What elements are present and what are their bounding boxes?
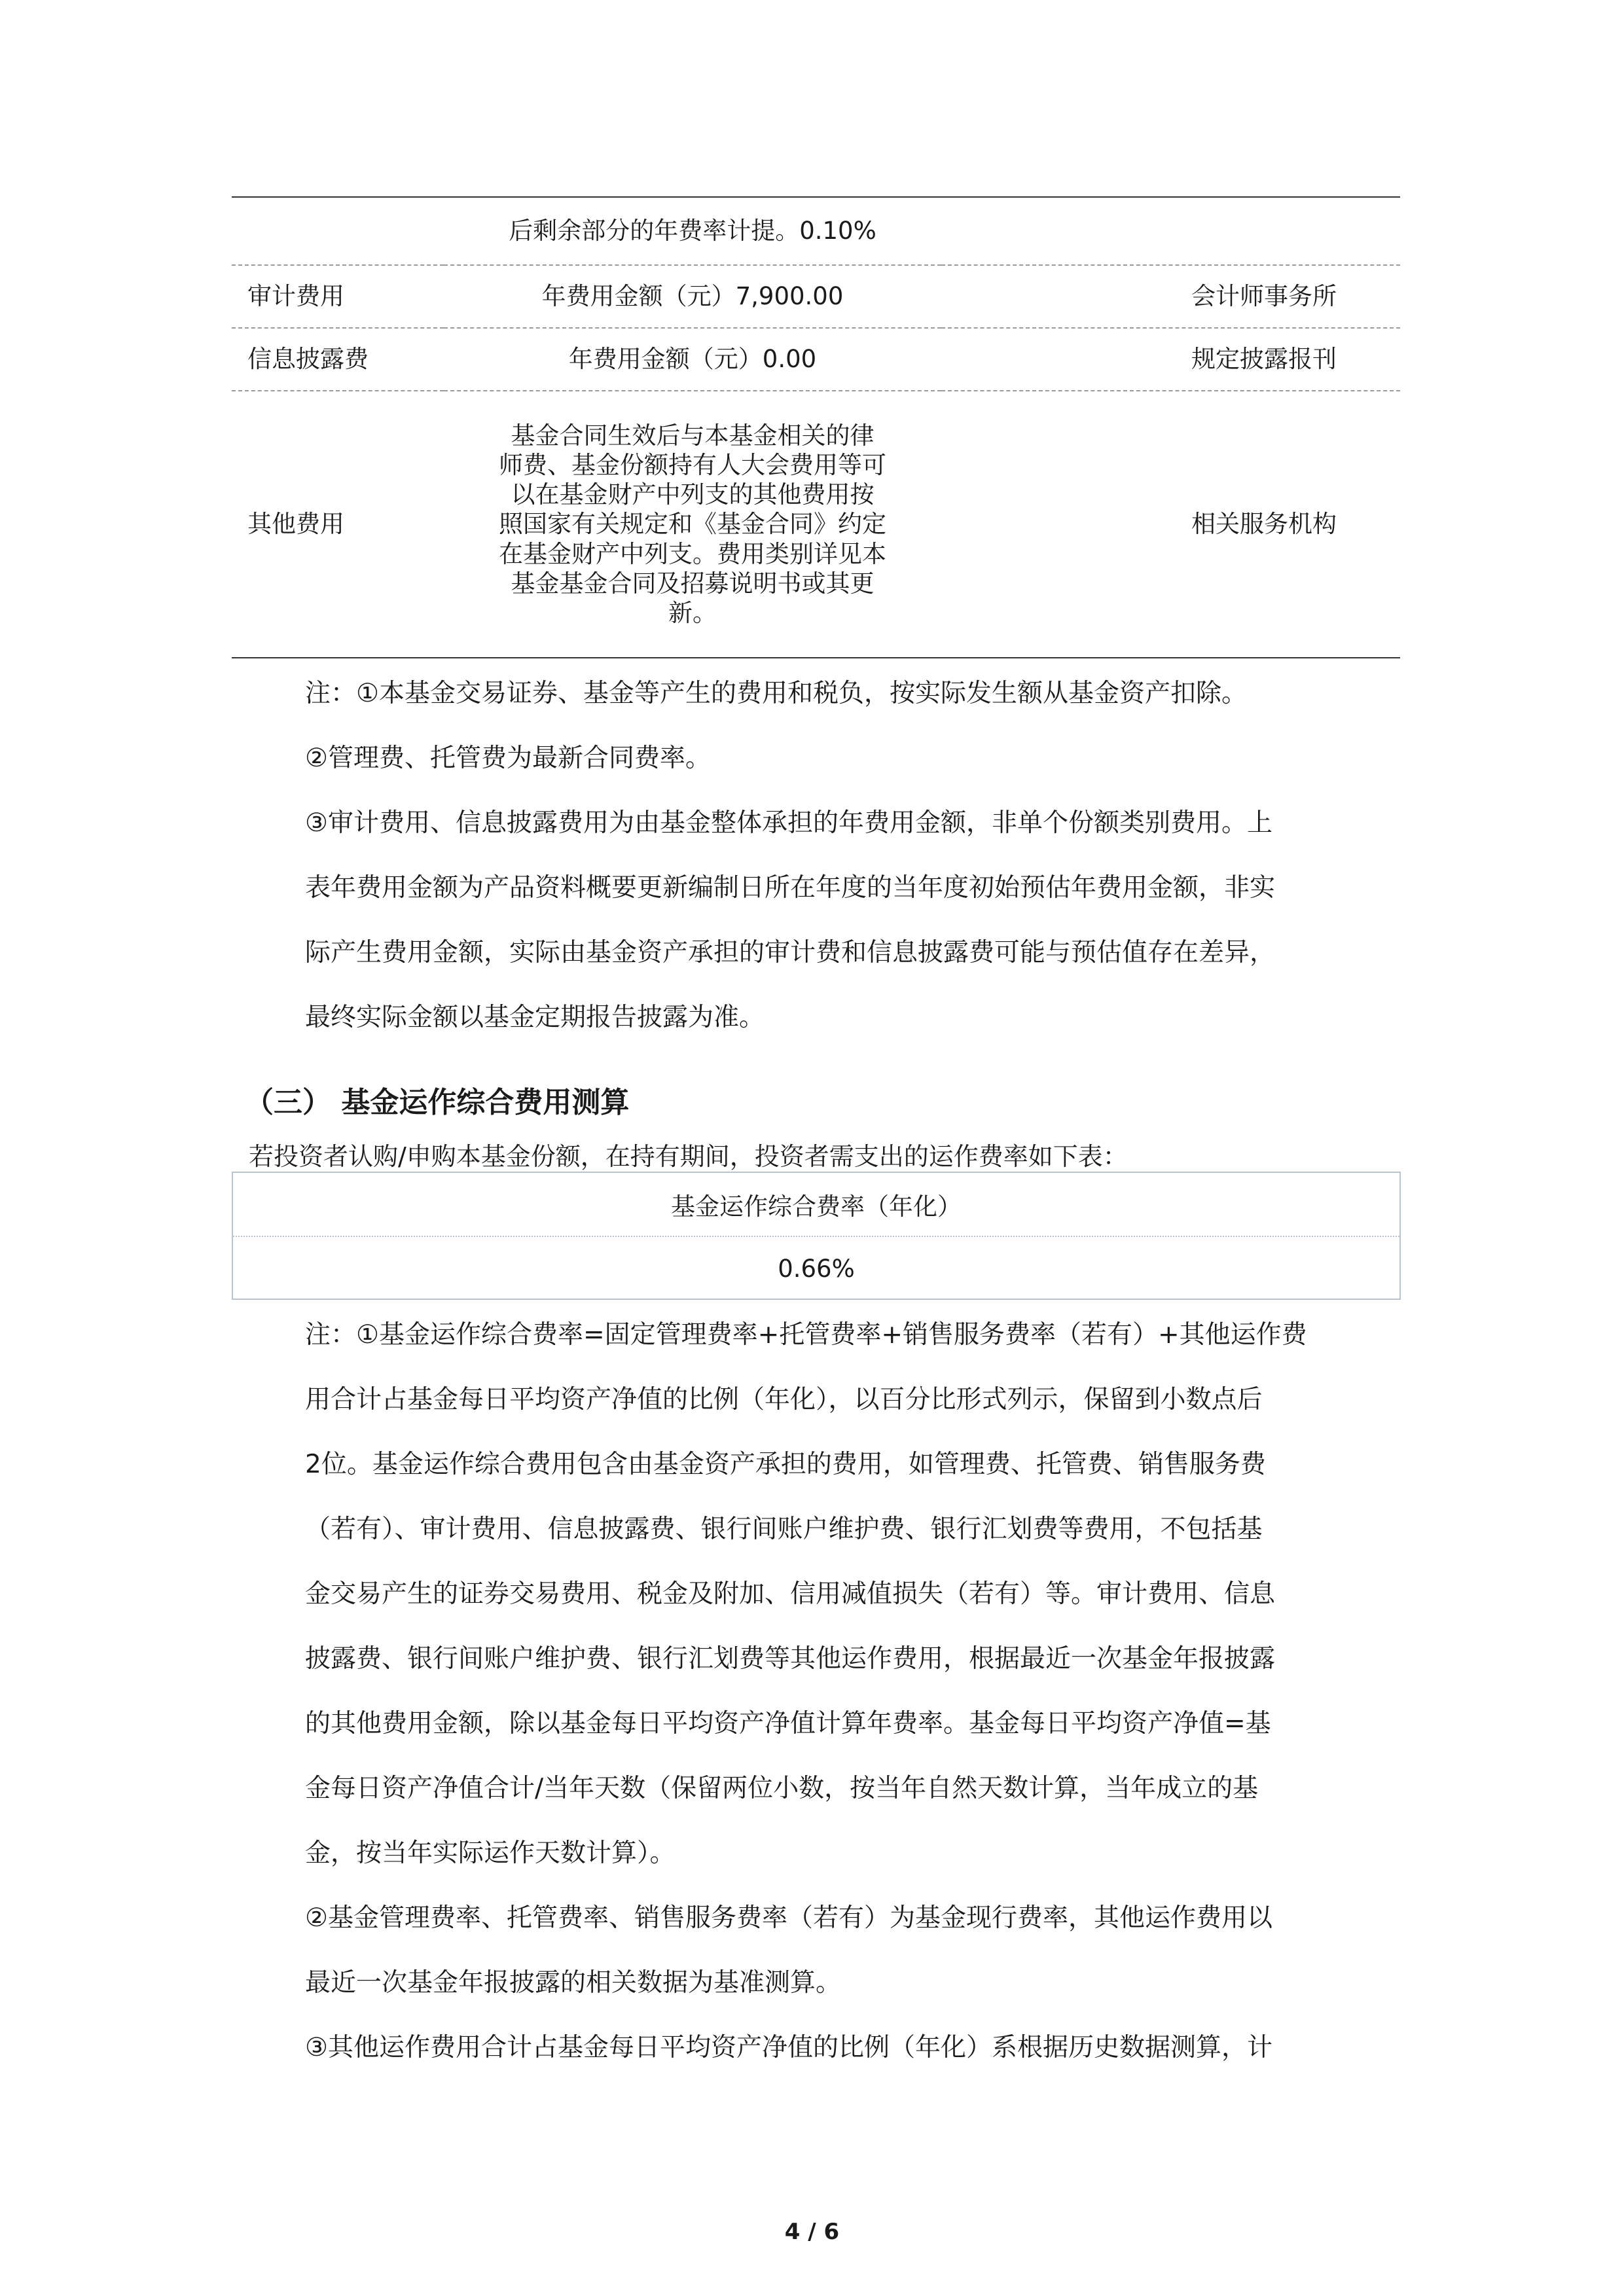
note-line: 的其他费用金额，除以基金每日平均资产净值计算年费率。基金每日平均资产净值=基 [305, 1709, 1271, 1738]
table-value: 0.66% [233, 1236, 1399, 1300]
fee-detail: 年费用金额（元）0.00 [444, 328, 941, 391]
fee-receiver: 规定披露报刊 [941, 328, 1400, 391]
note-line: 2位。基金运作综合费用包含由基金资产承担的费用，如管理费、托管费、销售服务费 [305, 1450, 1266, 1479]
note-line: ③其他运作费用合计占基金每日平均资产净值的比例（年化）系根据历史数据测算，计 [305, 2033, 1272, 2062]
note-line: 金交易产生的证券交易费用、税金及附加、信用减值损失（若有）等。审计费用、信息 [305, 1579, 1276, 1609]
note-line: 金每日资产净值合计/当年天数（保留两位小数，按当年自然天数计算，当年成立的基 [305, 1774, 1259, 1803]
page-number: 4 / 6 [784, 2219, 840, 2245]
note-line: 注：①基金运作综合费率=固定管理费率+托管费率+销售服务费率（若有）+其他运作费 [305, 1320, 1307, 1350]
note-line: 最终实际金额以基金定期报告披露为准。 [305, 1003, 765, 1032]
table-row [232, 197, 1400, 265]
note-line: 用合计占基金每日平均资产净值的比例（年化），以百分比形式列示，保留到小数点后 [305, 1385, 1263, 1414]
table-row [232, 391, 1400, 658]
detail-line: 以在基金财产中列支的其他费用按 [511, 480, 875, 509]
table-row [232, 328, 1400, 391]
note-line: ②基金管理费率、托管费率、销售服务费率（若有）为基金现行费率，其他运作费用以 [305, 1903, 1272, 1933]
operating-fee-table [232, 1172, 1401, 1300]
note-line: （若有）、审计费用、信息披露费、银行间账户维护费、银行汇划费等费用，不包括基 [305, 1515, 1263, 1544]
detail-line: 在基金财产中列支。费用类别详见本 [499, 539, 886, 568]
note-line: 最近一次基金年报披露的相关数据为基准测算。 [305, 1968, 842, 1998]
fee-receiver: 相关服务机构 [941, 391, 1400, 658]
fee-detail: 年费用金额（元）7,900.00 [444, 265, 941, 328]
fee-detail [444, 391, 941, 658]
fee-item [232, 197, 444, 265]
detail-line: 基金基金合同及招募说明书或其更 [511, 569, 875, 598]
fee-item: 审计费用 [232, 265, 444, 328]
detail-line: 照国家有关规定和《基金合同》约定 [499, 510, 886, 539]
detail-line: 新。 [668, 598, 717, 627]
fee-table [232, 196, 1400, 658]
fee-item: 信息披露费 [232, 328, 444, 391]
fee-receiver: 会计师事务所 [941, 265, 1400, 328]
note-line: ③审计费用、信息披露费用为由基金整体承担的年费用金额，非单个份额类别费用。上 [305, 808, 1272, 838]
note-line: 际产生费用金额，实际由基金资产承担的审计费和信息披露费可能与预估值存在差异， [305, 938, 1276, 967]
note-line: 表年费用金额为产品资料概要更新编制日所在年度的当年度初始预估年费用金额，非实 [305, 873, 1276, 903]
table-row [232, 265, 1400, 328]
section-intro: 若投资者认购/申购本基金份额，在持有期间，投资者需支出的运作费率如下表： [249, 1142, 1128, 1171]
note-line: ②管理费、托管费为最新合同费率。 [305, 744, 711, 773]
note-line: 注：①本基金交易证券、基金等产生的费用和税负，按实际发生额从基金资产扣除。 [305, 679, 1247, 708]
fee-item: 其他费用 [232, 391, 444, 658]
detail-line: 基金合同生效后与本基金相关的律 [511, 422, 875, 450]
fee-receiver [941, 197, 1400, 265]
table-header: 基金运作综合费率（年化） [671, 1193, 962, 1221]
note-line: 披露费、银行间账户维护费、银行汇划费等其他运作费用，根据最近一次基金年报披露 [305, 1644, 1276, 1674]
section-title: （三） 基金运作综合费用测算 [245, 1086, 630, 1119]
note-line: 金，按当年实际运作天数计算）。 [305, 1839, 676, 1868]
detail-line: 师费、基金份额持有人大会费用等可 [499, 451, 886, 480]
fee-detail: 后剩余部分的年费率计提。0.10% [444, 197, 941, 265]
